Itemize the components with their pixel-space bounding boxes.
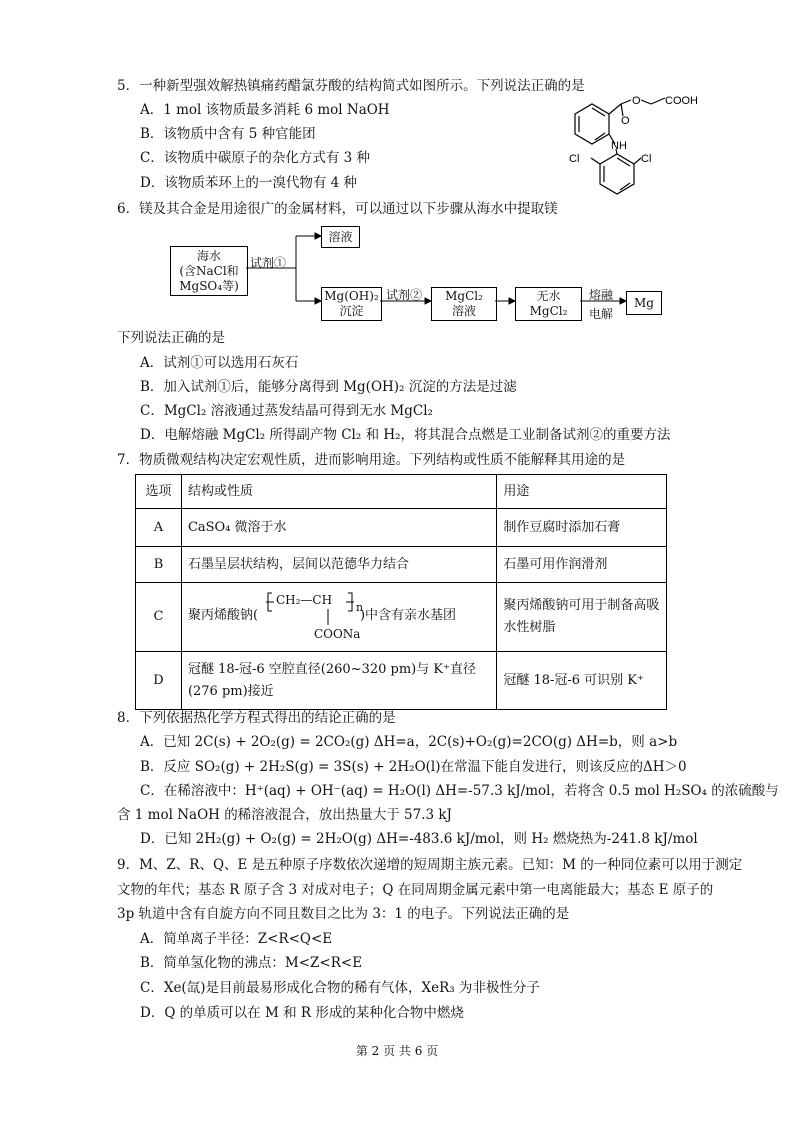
mgoh2-line2: 沉淀	[339, 304, 364, 318]
q6-stem: 6．镁及其合金是用途很广的金属材料，可以通过以下步骤从海水中提取镁	[117, 201, 558, 217]
row-c-prop-post: )中含有亲水基团	[359, 608, 457, 623]
anhydrous-line1: 无水	[536, 289, 561, 303]
row-c-option: C	[136, 583, 182, 652]
mgoh2-line1: Mg(OH)₂	[324, 289, 379, 303]
table-row	[136, 509, 667, 547]
q9-stem-line2: 文物的年代；基态 R 原子含 3 对成对电子；Q 在同周期金属元素中第一电离能最大；基态 E 原子的	[117, 882, 714, 898]
mg-box	[626, 291, 662, 315]
page-footer: 第 2 页 共 6 页	[355, 1044, 439, 1058]
seawater-box	[170, 246, 248, 296]
polymer-sub: COONa	[313, 627, 361, 641]
row-d-option: D	[136, 652, 182, 710]
q5-stem: 5．一种新型强效解热镇痛药醋氯芬酸的结构简式如图所示。下列说法正确的是	[117, 78, 585, 94]
table-header-row	[136, 475, 667, 509]
seawater-line3: MgSO₄等)	[179, 278, 239, 293]
row-c-use: 聚丙烯酸钠可用于制备高吸水性树脂	[497, 583, 667, 652]
polymer-n: n	[355, 601, 364, 614]
q6-prompt: 下列说法正确的是	[117, 330, 225, 346]
table-row	[136, 583, 667, 652]
reagent1-label: 试剂①	[250, 256, 287, 270]
mgcl2-sol-line1: MgCl₂	[445, 289, 483, 303]
q9-option-d: D．Q 的单质可以在 M 和 R 形成的某种化合物中燃烧	[140, 1005, 464, 1021]
melt-label: 熔融	[589, 288, 614, 302]
header-use: 用途	[497, 475, 667, 509]
solution-box	[321, 226, 360, 248]
q8-option-c-line1: C．在稀溶液中：H⁺(aq) + OH⁻(aq) = H₂O(l) ΔH=-57.3 kJ/mol，若将含 0.5 mol H₂SO₄ 的浓硫酸与	[140, 783, 779, 799]
row-d-use: 冠醚 18-冠-6 可识别 K⁺	[497, 652, 667, 710]
q9-option-b: B．简单氢化物的沸点：M<Z<R<E	[140, 955, 363, 971]
q5-option-b: B．该物质中含有 5 种官能团	[140, 126, 316, 142]
carbonyl-o-label: O	[621, 115, 630, 127]
q9-stem-line3: 3p 轨道中含有自旋方向不同且数目之比为 3：1 的电子。下列说法正确的是	[117, 906, 570, 922]
q6-option-a: A．试剂①可以选用石灰石	[140, 355, 299, 371]
mgcl2-solution-box	[431, 287, 497, 321]
q8-stem: 8．下列依据热化学方程式得出的结论正确的是	[117, 710, 396, 726]
row-a-use: 制作豆腐时添加石膏	[497, 509, 667, 547]
row-b-property: 石墨呈层状结构，层间以范德华力结合	[181, 547, 496, 583]
q8-option-a: A．已知 2C(s) + 2O₂(g) = 2CO₂(g) ΔH=a，2C(s)+O₂(g)=2CO(g) ΔH=b，则 a>b	[140, 734, 678, 750]
polymer-top: CH₂—CH	[275, 593, 333, 607]
cl-right-label: Cl	[641, 153, 652, 165]
q5-option-c: C．该物质中碳原子的杂化方式有 3 种	[140, 150, 371, 166]
mg-label: Mg	[634, 295, 654, 310]
mgoh2-box	[321, 287, 382, 321]
nh-label: NH	[611, 140, 627, 152]
q7-stem: 7．物质微观结构决定宏观性质，进而影响用途。下列结构或性质不能解释其用途的是	[117, 452, 626, 468]
row-b-use: 石墨可用作润滑剂	[497, 547, 667, 583]
row-b-option: B	[136, 547, 182, 583]
anhydrous-line2: MgCl₂	[529, 304, 568, 318]
row-a-option: A	[136, 509, 182, 547]
row-a-property: CaSO₄ 微溶于水	[181, 509, 496, 547]
q6-option-b: B．加入试剂①后，能够分离得到 Mg(OH)₂ 沉淀的方法是过滤	[140, 379, 517, 395]
electrolysis-label: 电解	[589, 307, 614, 321]
row-d-property: 冠醚 18-冠-6 空腔直径(260~320 pm)与 K⁺直径(276 pm)接近	[181, 652, 496, 710]
cooh-label: COOH	[665, 95, 698, 107]
header-option: 选项	[136, 475, 182, 509]
table-row	[136, 547, 667, 583]
table-row	[136, 652, 667, 710]
q5-option-d: D．该物质苯环上的一溴代物有 4 种	[140, 175, 357, 191]
q8-option-b: B．反应 SO₂(g) + 2H₂S(g) = 3S(s) + 2H₂O(l)在常温下能自发进行，则该反应的ΔH＞0	[140, 759, 687, 775]
q8-option-c-line2: 含 1 mol NaOH 的稀溶液混合，放出热量大于 57.3 kJ	[117, 807, 452, 823]
q7-table	[135, 474, 667, 710]
row-c-property	[181, 583, 496, 652]
header-property: 结构或性质	[181, 475, 496, 509]
anhydrous-mgcl2-box	[515, 287, 582, 321]
q9-stem-line1: 9．M、Z、R、Q、E 是五种原子序数依次递增的短周期主族元素。已知：M 的一种同位素可以用于测定	[117, 857, 743, 873]
solution-label: 溶液	[328, 229, 353, 244]
reagent2-label: 试剂②	[386, 288, 423, 302]
ester-o-label: O	[632, 95, 641, 107]
q9-option-c: C．Xe(氙)是目前最易形成化合物的稀有气体，XeR₃ 为非极性分子	[140, 980, 540, 996]
q8-option-d: D．已知 2H₂(g) + O₂(g) = 2H₂O(g) ΔH=-483.6 kJ/mol，则 H₂ 燃烧热为-241.8 kJ/mol	[140, 831, 698, 847]
seawater-line2: (含NaCl和	[179, 263, 239, 278]
row-c-prop-pre: 聚丙烯酸钠(	[187, 608, 259, 623]
cl-left-label: Cl	[569, 153, 580, 165]
q9-option-a: A．简单离子半径：Z<R<Q<E	[140, 931, 333, 947]
seawater-line1: 海水	[196, 248, 221, 263]
mgcl2-sol-line2: 溶液	[451, 304, 476, 318]
q6-option-c: C．MgCl₂ 溶液通过蒸发结晶可得到无水 MgCl₂	[140, 403, 433, 419]
q6-option-d: D．电解熔融 MgCl₂ 所得副产物 Cl₂ 和 H₂，将其混合点燃是工业制备试剂②的重要方法	[140, 427, 671, 443]
q5-option-a: A．1 mol 该物质最多消耗 6 mol NaOH	[140, 102, 390, 118]
